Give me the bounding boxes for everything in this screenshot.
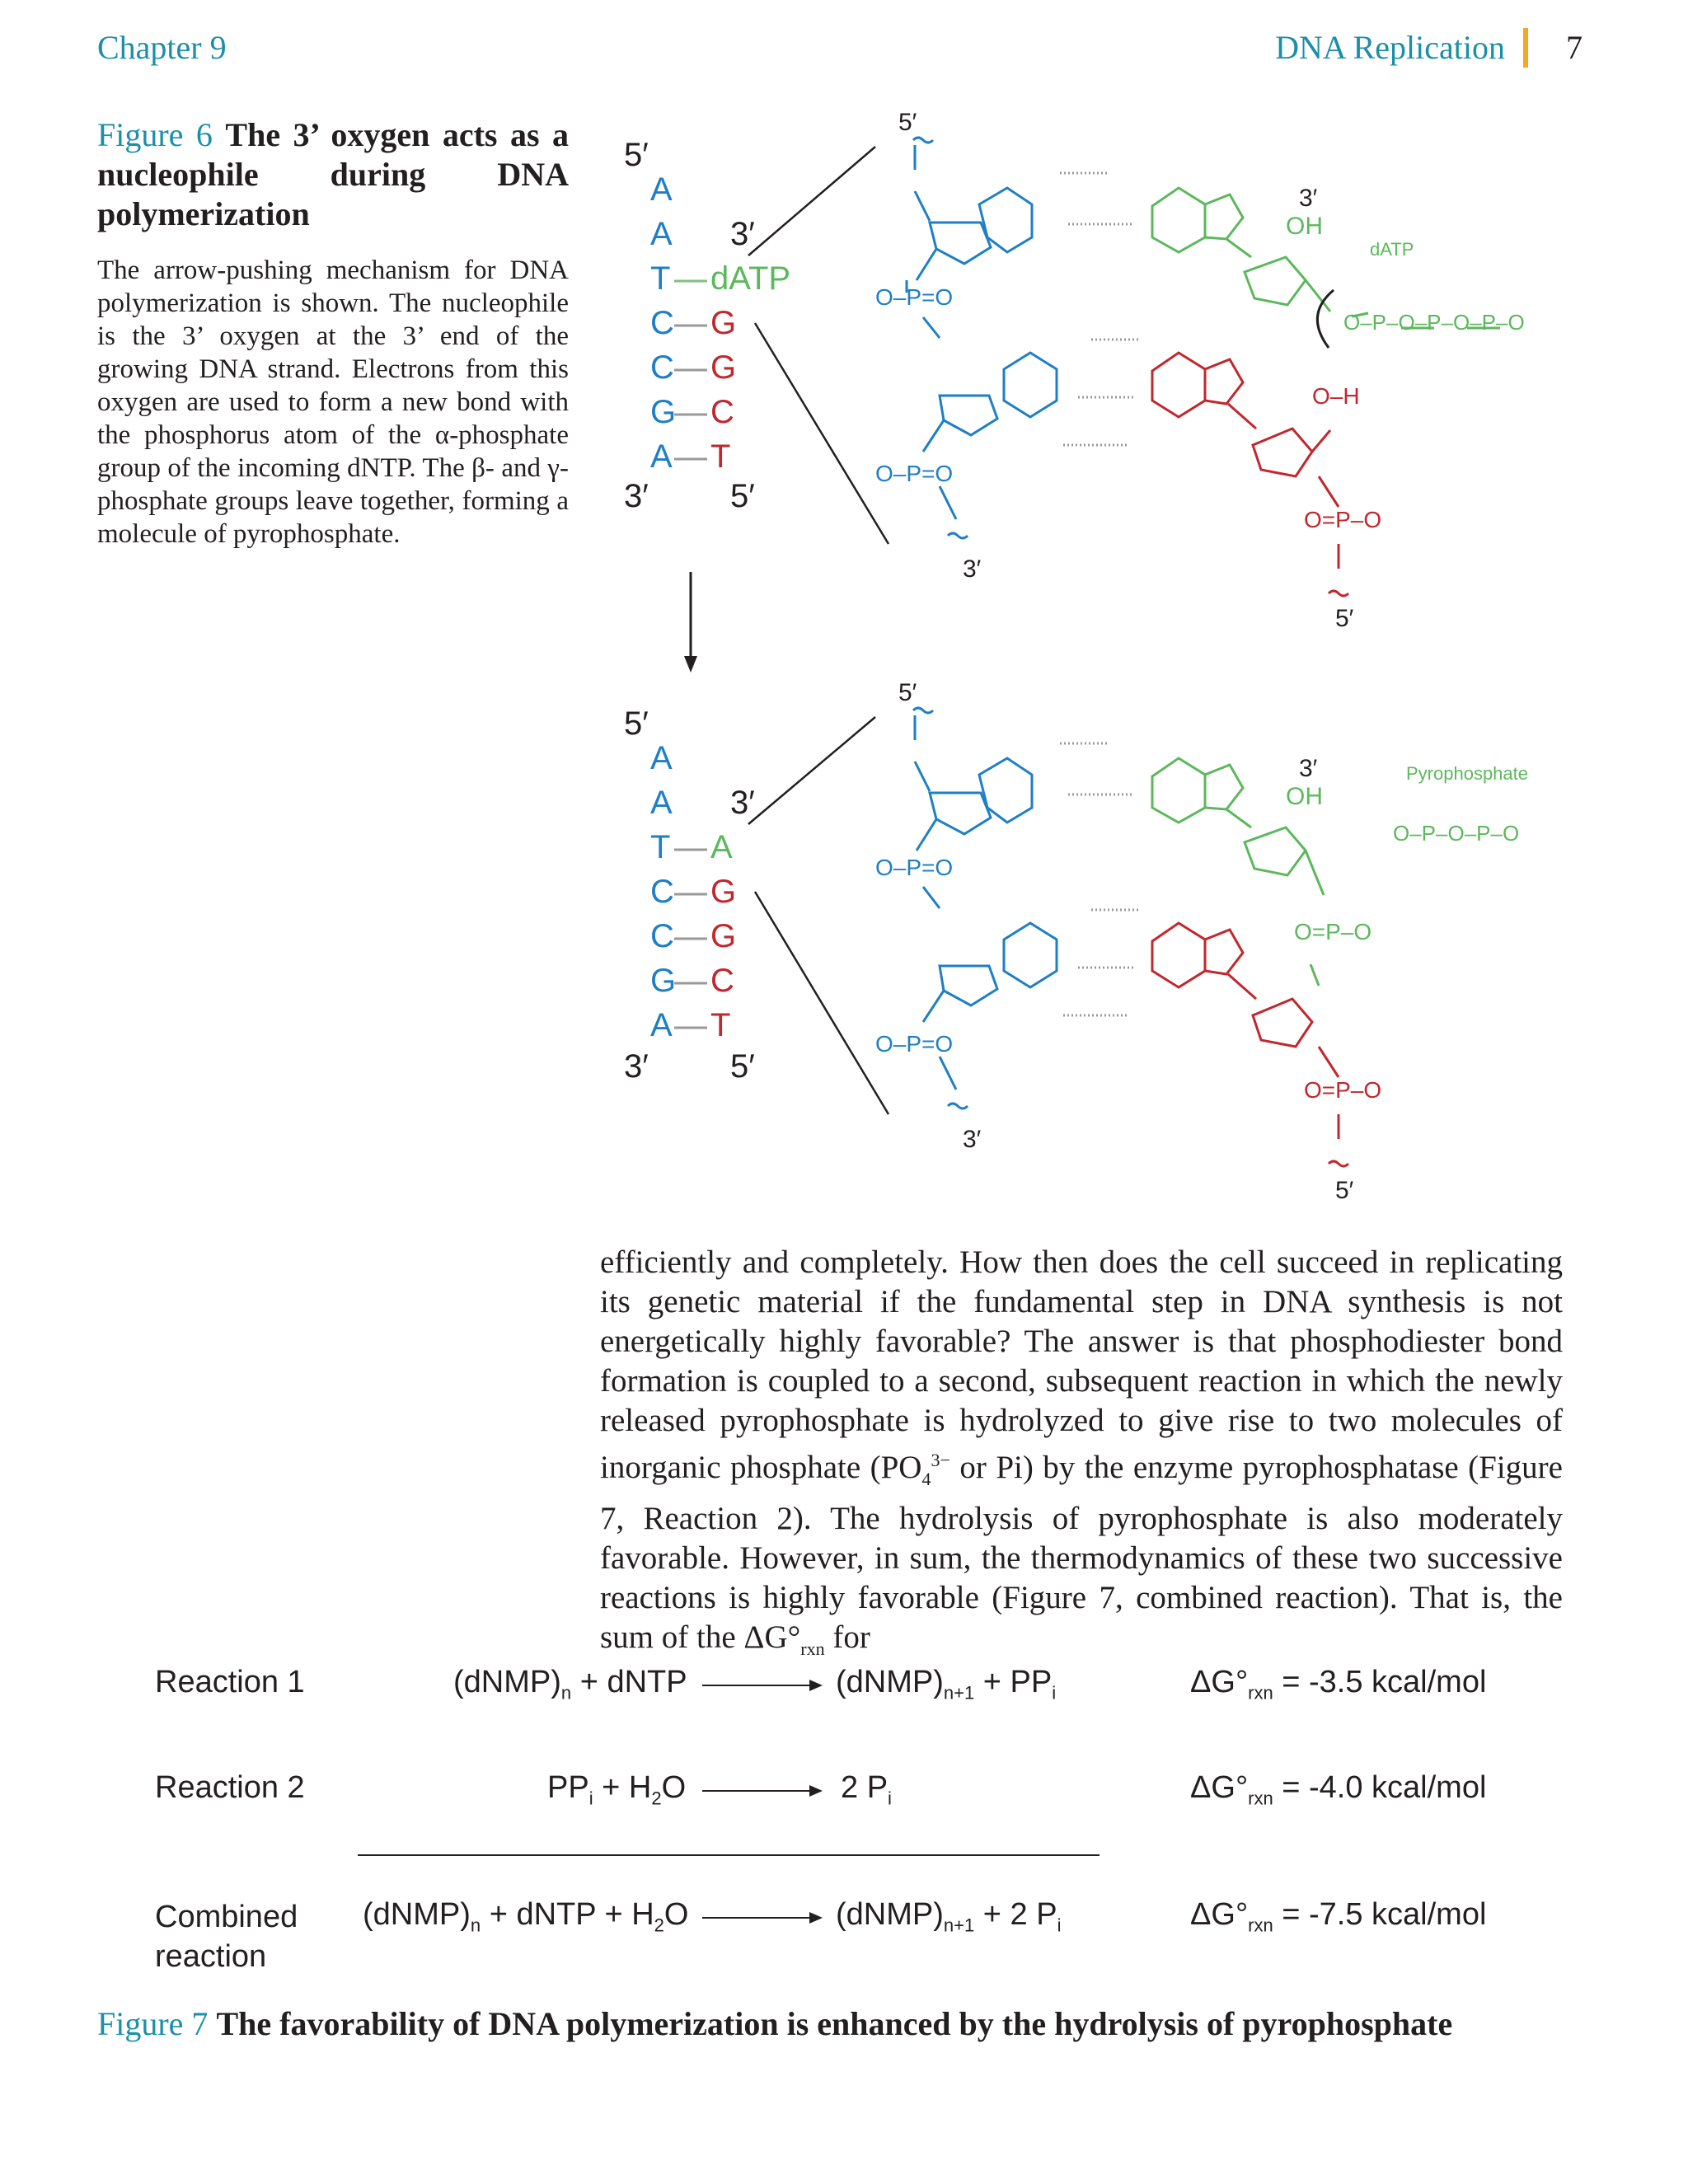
top-ladder-rungs	[674, 281, 707, 459]
top-oh-label: OH	[1286, 213, 1323, 240]
body-sub-4: 4	[921, 1468, 931, 1489]
top-incoming-dATP: dATP	[710, 260, 791, 297]
top-template-base: A	[650, 216, 673, 252]
reaction2-products: 2 $P_i$	[841, 1770, 892, 1809]
bottom-template-base: C	[650, 918, 674, 954]
bottom-template-base: A	[650, 740, 673, 776]
body-paragraph	[600, 1243, 1563, 1669]
bottom-primer-base: G	[710, 918, 737, 954]
top-template-base: A	[650, 438, 673, 475]
reaction2-arrowhead	[809, 1785, 823, 1797]
reaction-arrow-down	[684, 572, 697, 673]
figure6-title: The 3’ oxygen acts as a nucleophile during DNA polymerization	[97, 116, 570, 232]
reaction1-dG: $\Delta G^\circ_{rxn} = -3.5$ kcal/mol	[1190, 1665, 1487, 1704]
top-primer-base: T	[710, 438, 731, 475]
combined-dG-value: = -7.5 kcal/mol	[1282, 1897, 1487, 1932]
bottom-dna-5prime-bottom: 5′	[1335, 1177, 1354, 1204]
reaction1-arrow	[702, 1685, 809, 1686]
top-dna-5prime-bottom: 5′	[1335, 605, 1354, 632]
bottom-oh-label: OH	[1286, 783, 1323, 810]
svg-text:O–P=O: O–P=O	[875, 855, 954, 880]
bottom-primer-base: C	[710, 963, 734, 999]
svg-text:O–P–O–P–O: O–P–O–P–O	[1393, 821, 1520, 846]
bottom-dna-3prime: 3′	[963, 1126, 982, 1153]
top-structure	[907, 138, 1500, 596]
top-dna-5prime: 5′	[898, 109, 917, 136]
body-text-part2: or Pi) by the enzyme pyrophosphatase (Figure 7, Reaction 2). The hydrolysis of pyrophosphate is also moderately favorable. However, in sum, the thermodynamics of these two successive reactions is highly favorable (Figure 7, combined reaction). That is, the sum of the ΔG°	[600, 1450, 1563, 1655]
bottom-template-base: C	[650, 874, 674, 910]
top-template-base: T	[650, 260, 671, 297]
svg-text:O=P–O: O=P–O	[1304, 1077, 1382, 1103]
bottom-dna-5prime: 5′	[898, 679, 917, 706]
svg-text:O–P=O: O–P=O	[875, 1031, 954, 1057]
page-number: 7	[1566, 29, 1582, 66]
reaction1-dG-value: = -3.5 kcal/mol	[1282, 1665, 1487, 1699]
zoom-lines	[748, 147, 889, 1114]
top-template-3prime: 3′	[624, 478, 649, 514]
bottom-template-3prime: 3′	[624, 1048, 649, 1085]
top-primer-base: G	[710, 349, 737, 386]
running-header-section: DNA Replication	[1275, 29, 1505, 66]
svg-text:O=P–O: O=P–O	[1304, 507, 1382, 532]
top-primer-base: G	[710, 305, 737, 341]
top-3prime-label: 3′	[1299, 185, 1318, 212]
reaction2-dG-value: = -4.0 kcal/mol	[1282, 1770, 1487, 1805]
reaction2-arrow	[702, 1790, 809, 1792]
combined-arrow	[702, 1917, 809, 1919]
svg-text:O–P=O: O–P=O	[875, 461, 954, 486]
bottom-template-5prime: 5′	[624, 705, 649, 742]
svg-text:O–H: O–H	[1312, 383, 1360, 409]
bottom-ladder-rungs	[674, 850, 707, 1028]
svg-text:O–P–O–P–O–P–O: O–P–O–P–O–P–O	[1343, 310, 1525, 335]
body-text-part1: efficiently and completely. How then does the cell succeed in replicating its genetic material if the fundamental step in DNA synthesis is not energetically highly favorable? The answer is that phosphodiester bond formation is coupled to a second, subsequent reaction in which the newly released pyrophosphate is hydrolyzed to give rise to two molecules of inorganic phosphate (PO	[600, 1244, 1563, 1485]
reaction2-label: Reaction 2	[155, 1770, 305, 1805]
top-datp-label: dATP	[1370, 239, 1414, 260]
reaction1-reactants: $(dNMP)_n$ + dNTP	[453, 1665, 687, 1704]
body-sup-3minus: 3−	[931, 1450, 950, 1470]
top-template-base: C	[650, 349, 674, 386]
figure6-label: Figure 6	[97, 116, 213, 153]
bottom-primer-base: G	[710, 874, 737, 910]
bottom-template-base: A	[650, 785, 673, 821]
combined-arrowhead	[809, 1912, 823, 1924]
reaction2-dG: $\Delta G^\circ_{rxn} = -4.0$ kcal/mol	[1190, 1770, 1487, 1809]
bottom-3prime-label: 3′	[1299, 755, 1318, 782]
combined-reaction-label: Combined reaction	[155, 1900, 298, 1974]
bottom-template-base: T	[650, 829, 671, 865]
bottom-template-base: G	[650, 963, 677, 999]
svg-text:O–P=O: O–P=O	[875, 284, 954, 310]
reaction2-reactants: $PP_i + H_2O$	[547, 1770, 687, 1809]
bottom-template-base: A	[650, 1007, 673, 1043]
top-primer-3prime: 3′	[730, 216, 755, 252]
top-dna-3prime: 3′	[963, 555, 982, 583]
bottom-primer-3prime: 3′	[730, 785, 755, 821]
combined-reactants: $(dNMP)_n$ + dNTP + $H_2O$	[363, 1897, 689, 1936]
figure7-caption	[97, 2004, 1452, 2043]
figure6-body: The arrow-pushing mechanism for DNA polymerization is shown. The nucleophile is the 3’ oxygen at the 3’ end of the growing DNA strand. Electrons from this oxygen are used to form a new bond with the phosphorus atom of the α-phosphate group of the incoming dNTP. The β- and γ-phosphate groups leave together, forming a molecule of pyrophosphate.	[97, 255, 569, 549]
bottom-structure-labels	[875, 679, 1528, 1204]
top-template-base: A	[650, 171, 673, 208]
body-text-part3: for	[824, 1619, 870, 1655]
bottom-structure	[913, 708, 1348, 1166]
reaction1-arrowhead	[809, 1680, 823, 1691]
top-primer-5prime: 5′	[730, 478, 755, 514]
reaction1-products: $(dNMP)_{n+1} + PP_i$	[836, 1665, 1057, 1704]
running-header-chapter: Chapter 9	[97, 29, 227, 66]
top-structure-labels	[875, 109, 1525, 632]
bottom-primer-base: T	[710, 1007, 731, 1043]
top-template-5prime: 5′	[624, 137, 649, 173]
bottom-pyrophosphate-label: Pyrophosphate	[1406, 763, 1528, 784]
figure7-title: The favorability of DNA polymerization is enhanced by the hydrolysis of pyrophosphate	[216, 2005, 1453, 2042]
reaction1-label: Reaction 1	[155, 1665, 305, 1699]
figure7-label: Figure 7	[97, 2005, 209, 2042]
bottom-primer-5prime: 5′	[730, 1048, 755, 1085]
bottom-added-A: A	[710, 829, 733, 865]
top-template-base: C	[650, 305, 674, 341]
combined-products: $(dNMP)_{n+1} + 2$ $P_i$	[836, 1897, 1062, 1936]
reaction-sum-rule	[358, 1854, 1100, 1856]
svg-text:O=P–O: O=P–O	[1294, 919, 1372, 944]
combined-dG: $\Delta G^\circ_{rxn} = -7.5$ kcal/mol	[1190, 1897, 1487, 1936]
top-template-base: G	[650, 394, 677, 430]
body-sub-rxn: rxn	[800, 1638, 825, 1659]
top-primer-base: C	[710, 394, 734, 430]
